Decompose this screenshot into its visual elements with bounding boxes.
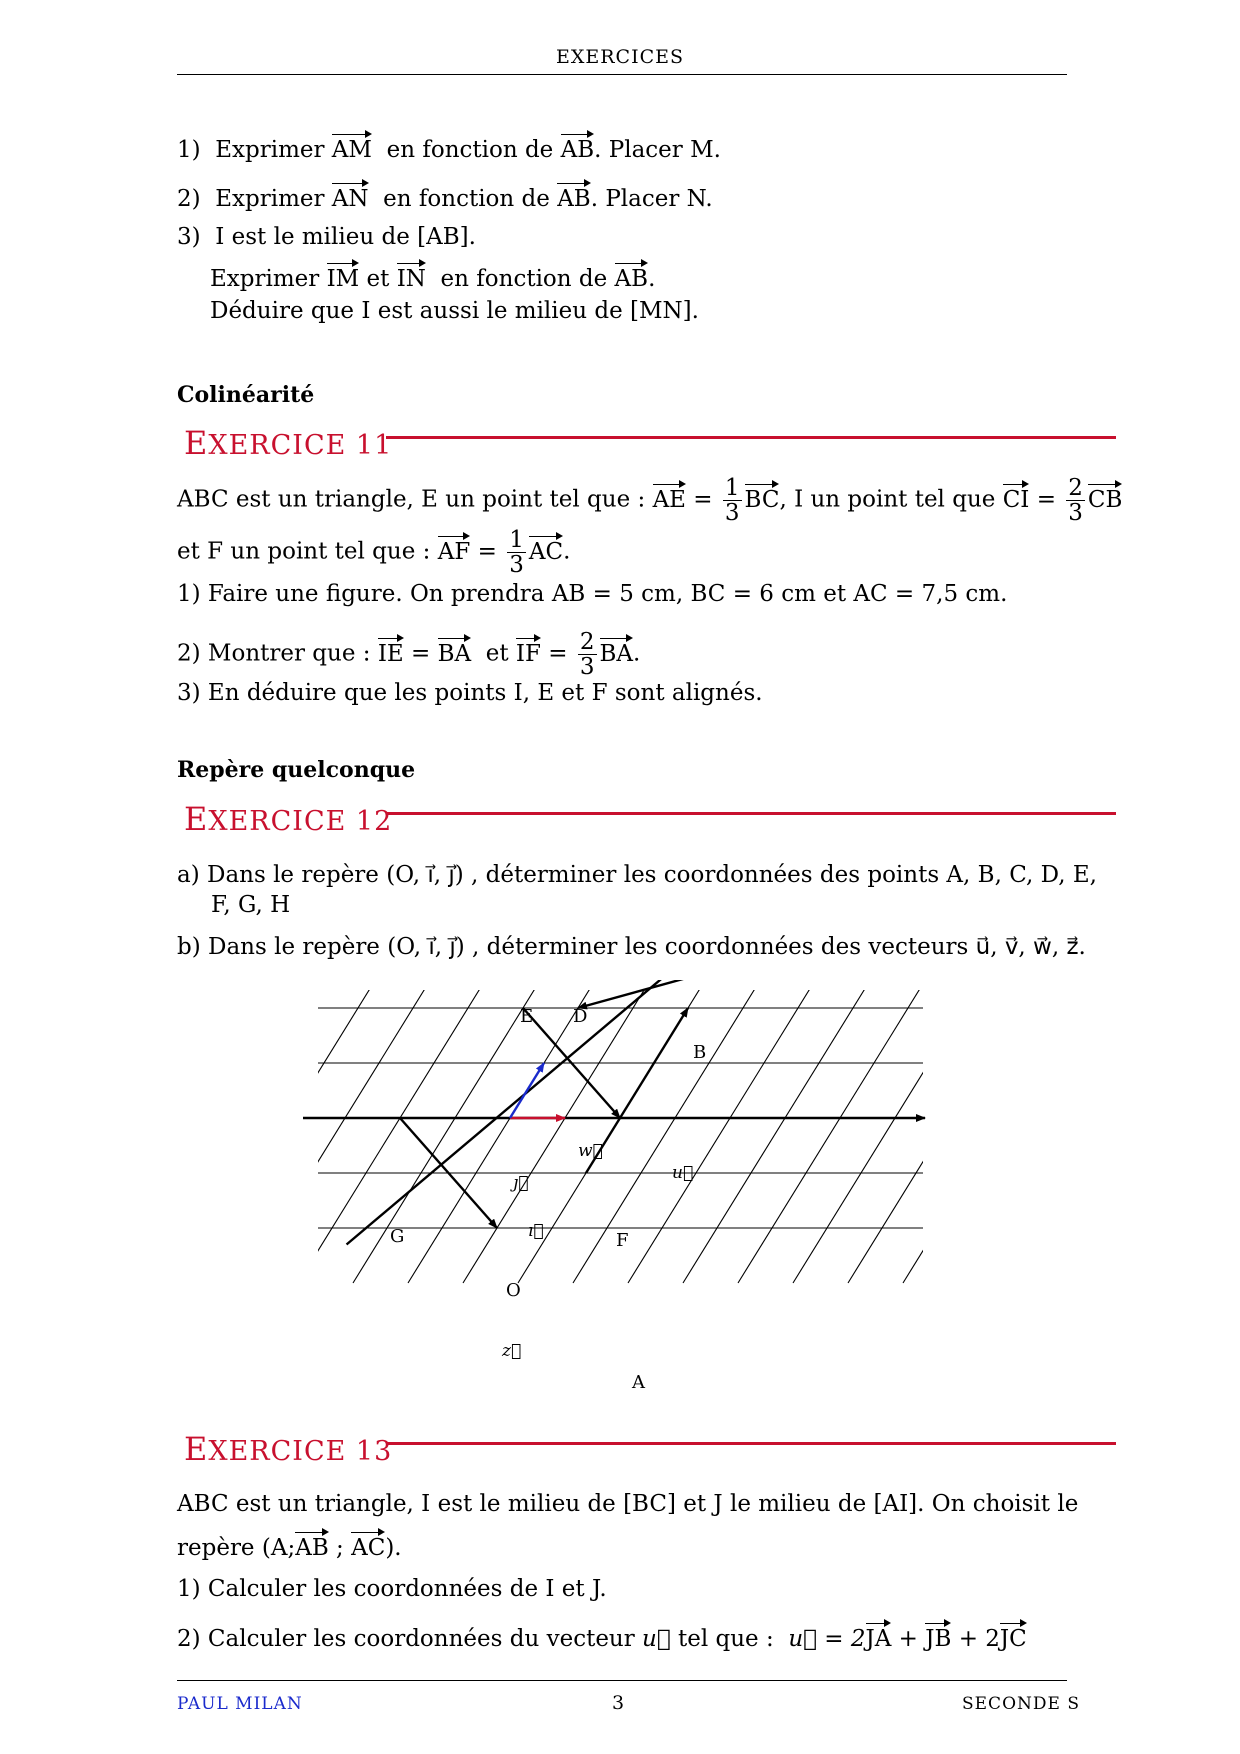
grid-line-oblique (793, 980, 940, 1283)
intro-q3-line3: Déduire que I est aussi le milieu de [MN]. (210, 298, 699, 324)
ex13-q2: 2) Calculer les coordonnées du vecteur u⃗ tel que : u⃗ = 2JA + JB + 2JC (177, 1622, 1027, 1654)
intro-q3-line2: Exprimer IM et IN en fonction de AB. (210, 262, 655, 294)
vector-v (578, 980, 777, 1008)
exercise-13-title: EXERCICE 13 (184, 1430, 393, 1468)
intro-q3: 3) I est le milieu de [AB]. (177, 224, 476, 250)
ex12-qa-cont: F, G, H (211, 892, 291, 918)
footer-page-number: 3 (612, 1692, 626, 1714)
section-colinearite: Colinéarité (177, 382, 315, 408)
label-G: G (390, 1226, 405, 1247)
grid-line-oblique (573, 980, 845, 1283)
figure-marks (303, 980, 925, 1245)
grid-line-oblique (300, 980, 515, 1283)
label-O: O (506, 1280, 521, 1301)
grid-line-oblique (408, 980, 680, 1283)
figure-labels (390, 980, 732, 1400)
header-rule (177, 74, 1067, 75)
grid-line-oblique (903, 980, 940, 1283)
ex11-q2: 2) Montrer que : IE = BA et IF = $\frac{2}{3}$ BA. (177, 629, 641, 680)
grid-line-oblique (300, 980, 350, 1283)
ex12-qa: a) Dans le repère (O, ı⃗, ȷ⃗) , déterminer les coordonnées des points A, B, C, D, E, (177, 862, 1097, 888)
y-axis (347, 980, 761, 1245)
exercise-11-title: EXERCICE 11 (184, 424, 393, 462)
label-j: ȷ⃗ (513, 1173, 529, 1193)
grid-line-oblique (463, 980, 735, 1283)
oblique-grid-figure (300, 980, 940, 1400)
label-w: w⃗ (578, 1141, 603, 1161)
label-F: F (616, 1230, 629, 1251)
label-E: E (520, 1006, 534, 1027)
intro-q1: 1) Exprimer AM en fonction de AB. Placer M. (177, 133, 721, 165)
ex13-line1: ABC est un triangle, I est le milieu de [BC] et J le milieu de [AI]. On choisit le (177, 1491, 1079, 1517)
vector-j (510, 1063, 544, 1118)
exercise-12-rule (386, 812, 1116, 815)
ex11-q3: 3) En déduire que les points I, E et F sont alignés. (177, 680, 763, 706)
ex11-q1: 1) Faire une figure. On prendra AB = 5 cm, BC = 6 cm et AC = 7,5 cm. (177, 581, 1008, 607)
grid-line-oblique (518, 980, 790, 1283)
grid-line-oblique (848, 980, 940, 1283)
grid-line-oblique (738, 980, 940, 1283)
ex11-line2: et F un point tel que : AF = $\frac{1}{3}$ AC. (177, 527, 571, 578)
ex13-line2: repère (A;AB ; AC). (177, 1531, 402, 1563)
exercise-11-rule (386, 436, 1116, 439)
footer-author: PAUL MILAN (177, 1694, 303, 1714)
ex12-qb: b) Dans le repère (O, ı⃗, ȷ⃗) , déterminer les coordonnées des vecteurs u⃗, v⃗, w⃗, z⃗. (177, 934, 1086, 960)
grid-line-oblique (628, 980, 900, 1283)
label-A: A (632, 1372, 645, 1393)
ex13-q1: 1) Calculer les coordonnées de I et J. (177, 1576, 607, 1602)
running-header: EXERCICES (555, 46, 685, 68)
label-z: z⃗ (502, 1341, 522, 1361)
intro-q2: 2) Exprimer AN en fonction de AB. Placer N. (177, 182, 713, 214)
label-i: ı⃗ (528, 1221, 544, 1241)
exercise-13-rule (386, 1442, 1116, 1445)
footer-rule (177, 1680, 1067, 1681)
footer-class: SECONDE S (962, 1694, 1080, 1714)
exercise-12-title: EXERCICE 12 (184, 800, 393, 838)
label-D: D (573, 1006, 588, 1027)
label-u: u⃗ (672, 1163, 694, 1183)
ex11-line1: ABC est un triangle, E un point tel que : AE = $\frac{1}{3}$ BC, I un point tel que CI = $\frac{2}{3}$ CB (177, 475, 1123, 526)
section-repere: Repère quelconque (177, 757, 416, 783)
label-B: B (693, 1042, 707, 1063)
